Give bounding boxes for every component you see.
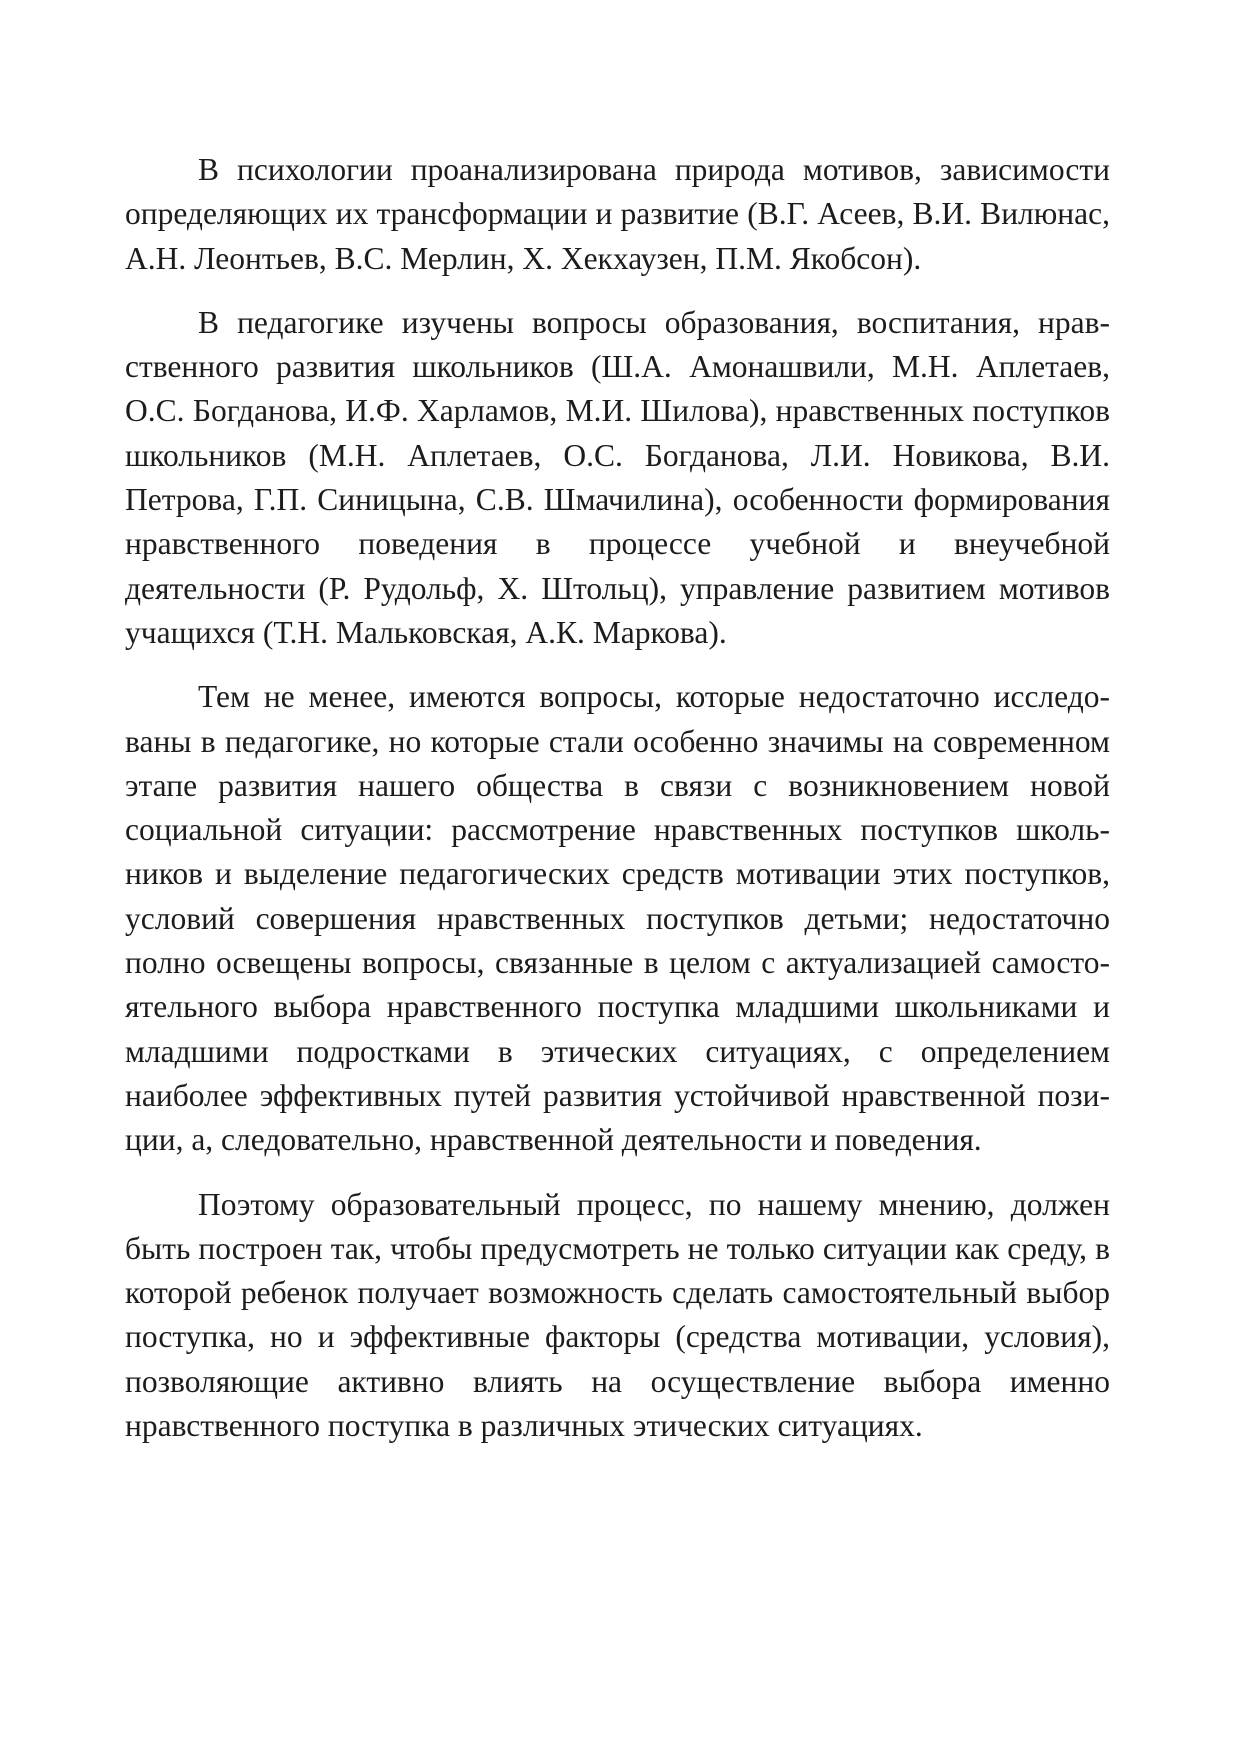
paragraph-psychology-motives: В психологии проанализирована природа мотивов, зависимости определяющих их трансформации и развитие (В.Г. Асеев, В.И. Вилюнас, А.Н. Леонтьев, В.С. Мерлин, Х. Хекхаузен, П.М. Якобсон). (125, 152, 1110, 276)
body-text (125, 148, 1110, 1468)
paragraph-educational-process: Поэтому образовательный процесс, по нашему мнению, должен быть построен так, чтобы предусмотреть не только ситуации как среду, в которой ребенок получает возможность сделать самостоятельный выбор поступка, но и эффективные факторы (средства мотивации, условия), позволяющие активно влиять на осуществление выбора именно нравственного поступка в различных этических ситуациях. (125, 1186, 1110, 1444)
paragraph-pedagogy-studies: В педагогике изучены вопросы образования, воспитания, нравственного развития школьников (Ш.А. Амонашвили, М.Н. Аплетаев, О.С. Богданова, И.Ф. Харламов, М.И. Шилова), нравственных поступков школьников (М.Н. Аплетаев, О.С. Богданова, Л.И. Новикова, В.И. Петрова, Г.П. Синицына, С.В. Шмачилина), особенности формирования нравственного поведения в процессе учебной и внеучебной деятельности (Р. Рудольф, Х. Штольц), управление развитием мотивов учащихся (Т.Н. Мальковская, А.К. Маркова). (125, 304, 1110, 650)
paragraph-open-questions: Тем не менее, имеются вопросы, которые недостаточно исследованы в педагогике, но которые стали особенно значимы на современном этапе развития нашего общества в связи с возникновением новой социальной ситуации: рассмотрение нравственных поступков школьников и выделение педагогических средств мотивации этих поступков, условий совершения нравственных поступков детьми; недостаточно полно освещены вопросы, связанные в целом с актуализацией самостоятельного выбора нравственного поступка младшими школьниками и младшими подростками в этических ситуациях, с определением наиболее эффективных путей развития устойчивой нравственной позиции, а, следовательно, нравственной деятельности и поведения. (125, 679, 1110, 1158)
